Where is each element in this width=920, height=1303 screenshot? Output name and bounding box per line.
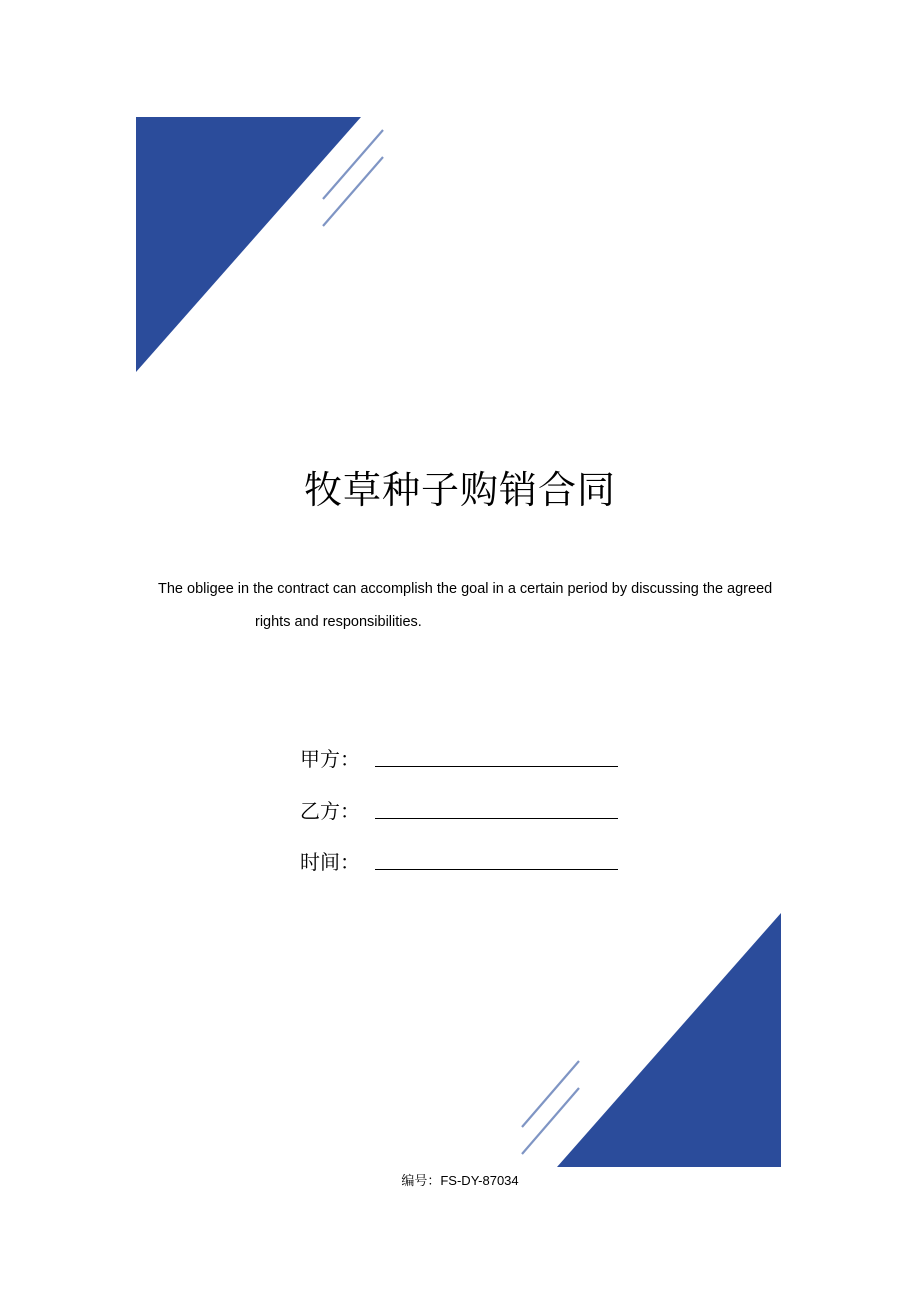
top-left-stripe — [323, 157, 383, 226]
subtitle-line-2: rights and responsibilities. — [255, 614, 422, 630]
subtitle-line-1: The obligee in the contract can accomplish the goal in a certain period by discussing the agreed — [158, 581, 773, 597]
document-number-value: FS-DY-87034 — [440, 1173, 519, 1188]
document-title: 牧草种子购销合同 — [303, 468, 616, 512]
party-a-blank-line[interactable] — [375, 766, 618, 767]
document-number — [0, 1172, 920, 1190]
top-left-triangle — [136, 117, 361, 372]
party-b-label: 乙方： — [300, 799, 360, 823]
document-number-label: 编号： — [401, 1173, 441, 1188]
bottom-right-stripe — [522, 1061, 579, 1127]
party-b-blank-line[interactable] — [375, 818, 618, 819]
bottom-right-triangle — [557, 913, 781, 1167]
party-a-label: 甲方： — [300, 747, 360, 771]
date-blank-line[interactable] — [375, 869, 618, 870]
date-label: 时间： — [300, 850, 360, 874]
bottom-right-stripe — [522, 1088, 579, 1154]
